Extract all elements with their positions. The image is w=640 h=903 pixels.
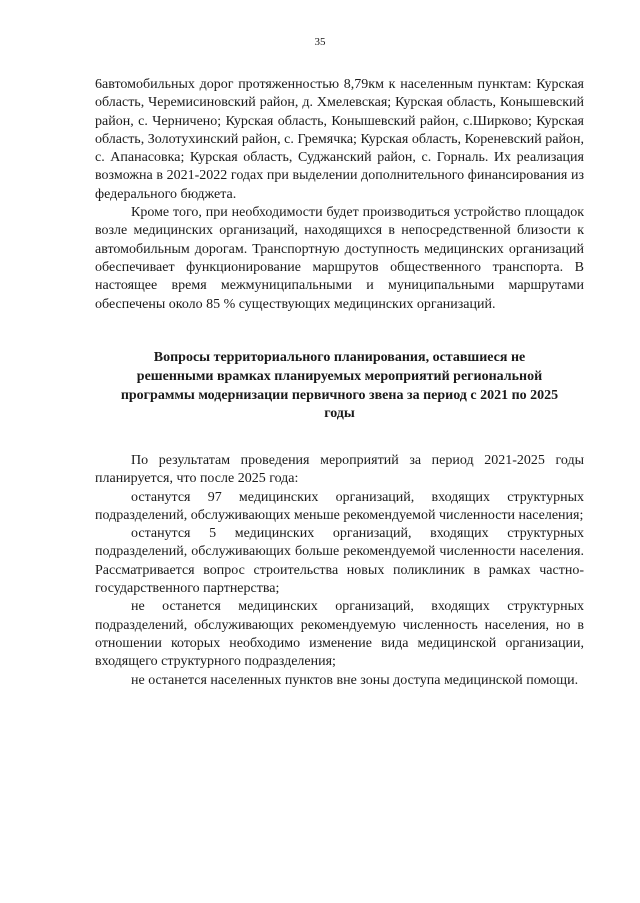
section-heading: Вопросы территориального планирования, оставшиеся не решенными врамках планируемых мероприятий региональной программы модернизации первичного звена за период с 2021 по 2025 годы bbox=[120, 350, 559, 422]
section-heading-block bbox=[95, 349, 584, 424]
list-item-97-organizations: останутся 97 медицинских организаций, входящих структурных подразделений, обслуживающих меньше рекомендуемой численности населения; bbox=[95, 489, 584, 523]
list-item-no-reclassification: не останется медицинских организаций, входящих структурных подразделений, обслуживающих рекомендуемую численность населения, но в отношении которых необходимо изменение вида медицинской организации, входящего структурного подразделения; bbox=[95, 599, 584, 670]
list-item-no-uncovered-settlements: не останется населенных пунктов вне зоны доступа медицинской помощи. bbox=[131, 672, 579, 688]
intro-text-block bbox=[95, 76, 584, 314]
paragraph-results-intro: По результатам проведения мероприятий за период 2021-2025 годы планируется, что после 2025 года: bbox=[95, 453, 584, 487]
results-text-block bbox=[95, 452, 584, 690]
page-number: 35 bbox=[314, 36, 326, 48]
list-item-5-organizations: останутся 5 медицинских организаций, входящих структурных подразделений, обслуживающих больше рекомендуемой численности населения. Рассматривается вопрос строительства новых поликлиник в рамках частно-государственного партнерства; bbox=[95, 526, 584, 597]
paragraph-road-construction: 6автомобильных дорог протяженностью 8,79км к населенным пунктам: Курская область, Черемисиновский район, д. Хмелевская; Курская область, Конышевский район, с. Черничено; Курская область, Конышевский район, с.Ширково; Курская область, Золотухинский район, с. Гремячка; Курская область, Кореневский район, с. Апанасовка; Курская область, Суджанский район, с. Горналь. Их реализация возможна в 2021-2022 годах при выделении дополнительного финансирования из федерального бюджета. bbox=[95, 77, 584, 202]
paragraph-transport-access: Кроме того, при необходимости будет производиться устройство площадок возле медицинских организаций, находящихся в непосредственной близости к автомобильным дорогам. Транспортную доступность медицинских организаций обеспечивает функционирование маршрутов общественного транспорта. В настоящее время межмуниципальными и муниципальными маршрутами обеспечены около 85 % существующих медицинских организаций. bbox=[95, 205, 584, 312]
